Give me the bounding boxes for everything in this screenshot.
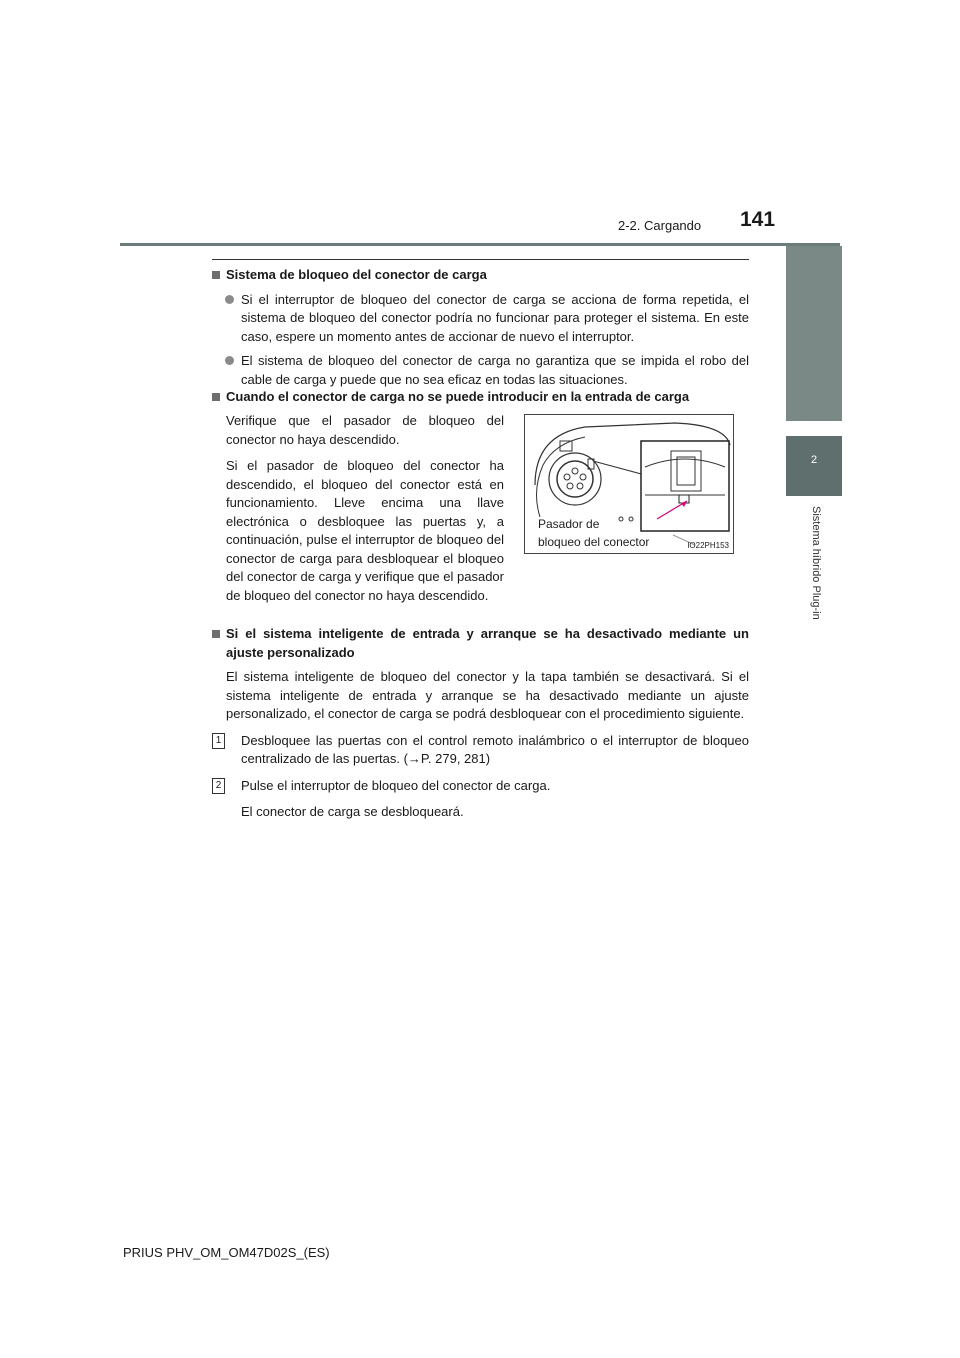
bullet-item: El sistema de bloqueo del conector de carga no garantiza que se impida el robo del cable de carga y puede que no sea eficaz en todas las situaciones. — [212, 352, 749, 389]
bullet-item: Si el interruptor de bloqueo del conector de carga se acciona de forma repetida, el sistema de bloqueo del conector podría no funcionar para proteger el sistema. En este caso, espere un momento antes de accionar de nuevo el interruptor. — [212, 291, 749, 347]
section-heading: Si el sistema inteligente de entrada y arranque se ha desactivado mediante un ajuste personalizado — [212, 625, 749, 662]
cannot-insert-text — [212, 412, 504, 605]
square-bullet-icon — [212, 630, 220, 638]
cannot-insert-heading — [212, 388, 749, 407]
section-heading: Sistema de bloqueo del conector de carga — [212, 266, 749, 285]
document-id: PRIUS PHV_OM_OM47D02S_(ES) — [123, 1245, 330, 1260]
step-number: 2 — [212, 778, 225, 794]
smart-entry-section — [212, 625, 749, 822]
paragraph: El sistema inteligente de bloqueo del conector y la tapa también se desactivará. Si el sistema inteligente de entrada y arranque se ha desactivado mediante un ajuste personalizado, el conector de carga se podrá desbloquear con el procedimiento siguiente. — [226, 669, 749, 721]
figure-code: IO22PH153 — [687, 541, 729, 550]
step-result: El conector de carga se desbloqueará. — [241, 804, 464, 819]
section-heading: Cuando el conector de carga no se puede introducir en la entrada de carga — [212, 388, 749, 407]
square-bullet-icon — [212, 271, 220, 279]
figure-label: bloqueo del conector — [538, 535, 650, 549]
header-rule — [120, 243, 840, 246]
side-tab-bar — [786, 246, 842, 421]
procedure-step: 2 Pulse el interruptor de bloqueo del conector de carga. — [212, 777, 749, 796]
section-title: 2-2. Cargando — [618, 218, 702, 233]
square-bullet-icon — [212, 393, 220, 401]
chapter-number: 2 — [810, 454, 818, 466]
charging-inlet-drawing — [525, 415, 733, 553]
lock-system-section — [212, 266, 749, 389]
paragraph: Si el pasador de bloqueo del conector ha descendido, el bloqueo del conector está en funcionamiento. Lleve encima una llave electrónica o desbloquee las puertas y, a continuación, pulse el interruptor de bloqueo del conector de carga para desbloquear el bloqueo del conector de carga y verifique que el pasador de bloqueo del conector no haya descendido. — [226, 458, 504, 603]
step-number: 1 — [212, 733, 225, 749]
connector-lock-pin-illustration — [524, 414, 734, 554]
chapter-tab — [786, 436, 842, 496]
procedure-step: 1 Desbloquee las puertas con el control remoto inalámbrico o el interruptor de bloqueo centralizado de las puertas. (→P. 279, 281) — [212, 732, 749, 769]
circle-bullet-icon — [225, 356, 234, 365]
paragraph: Verifique que el pasador de bloqueo del conector no haya descendido. — [226, 413, 504, 447]
circle-bullet-icon — [225, 295, 234, 304]
figure-label: Pasador de — [538, 517, 600, 531]
chapter-title: Sistema híbrido Plug-in — [810, 506, 822, 620]
content-divider — [212, 259, 749, 260]
page-number: 141 — [740, 208, 776, 231]
